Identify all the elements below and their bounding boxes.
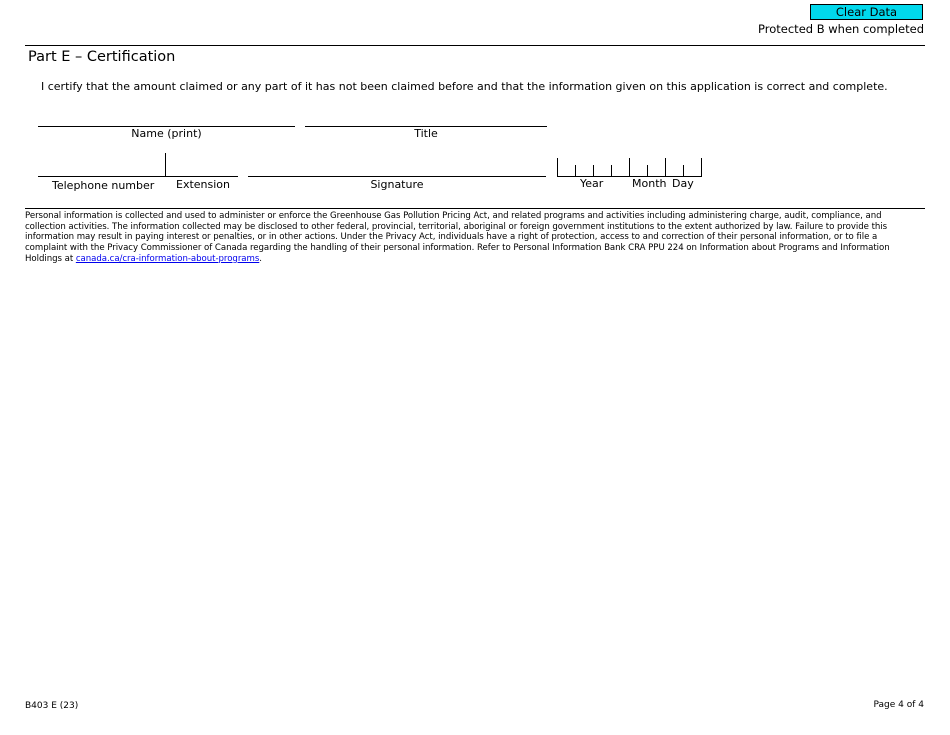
date-tick [575, 165, 576, 176]
month-label: Month [632, 177, 667, 190]
telephone-line [38, 176, 238, 177]
extension-label: Extension [176, 178, 231, 191]
date-tick [647, 165, 648, 176]
date-tick [683, 165, 684, 176]
name-label: Name (print) [131, 127, 202, 140]
top-divider [25, 45, 925, 46]
year-label: Year [580, 177, 604, 190]
date-tick [593, 165, 594, 176]
privacy-link[interactable]: canada.ca/cra-information-about-programs [75, 253, 260, 264]
date-tick [629, 158, 630, 176]
date-tick [701, 158, 702, 176]
telephone-label: Telephone number [52, 179, 155, 192]
clear-data-button[interactable]: Clear Data [810, 4, 923, 20]
privacy-end: . [259, 253, 262, 264]
title-label: Title [414, 127, 438, 140]
date-tick [557, 158, 558, 176]
privacy-notice [25, 211, 905, 265]
section-title: Part E – Certification [28, 49, 176, 65]
signature-label: Signature [370, 178, 424, 191]
page-number: Page 4 of 4 [873, 700, 924, 710]
date-tick [611, 165, 612, 176]
telephone-separator [165, 153, 166, 176]
signature-line [248, 176, 546, 177]
certification-statement: I certify that the amount claimed or any part of it has not been claimed before and that the information given on this application is correct and complete. [41, 80, 888, 93]
privacy-divider [25, 208, 925, 209]
privacy-text: Personal information is collected and used to administer or enforce the Greenhouse Gas Pollution Pricing Act, and related programs and activities including administering charge, audit, compliance, and collection activities. The information collected may be disclosed to other federal, provincial, territorial, aboriginal or foreign government institutions to the extent authorized by law. Failure to provide this information may result in paying interest or penalties, or in other actions. Under the Privacy Act, individuals have a right of protection, access to and correction of their personal information, or to file a complaint with the Privacy Commissioner of Canada regarding the handling of their personal information. Refer to Personal Information Bank CRA PPU 224 on Information about Programs and Information Holdings at [25, 211, 890, 264]
date-tick [665, 158, 666, 176]
form-identifier: B403 E (23) [25, 701, 79, 711]
protected-b-notice: Protected B when completed [758, 22, 924, 36]
day-label: Day [672, 177, 694, 190]
